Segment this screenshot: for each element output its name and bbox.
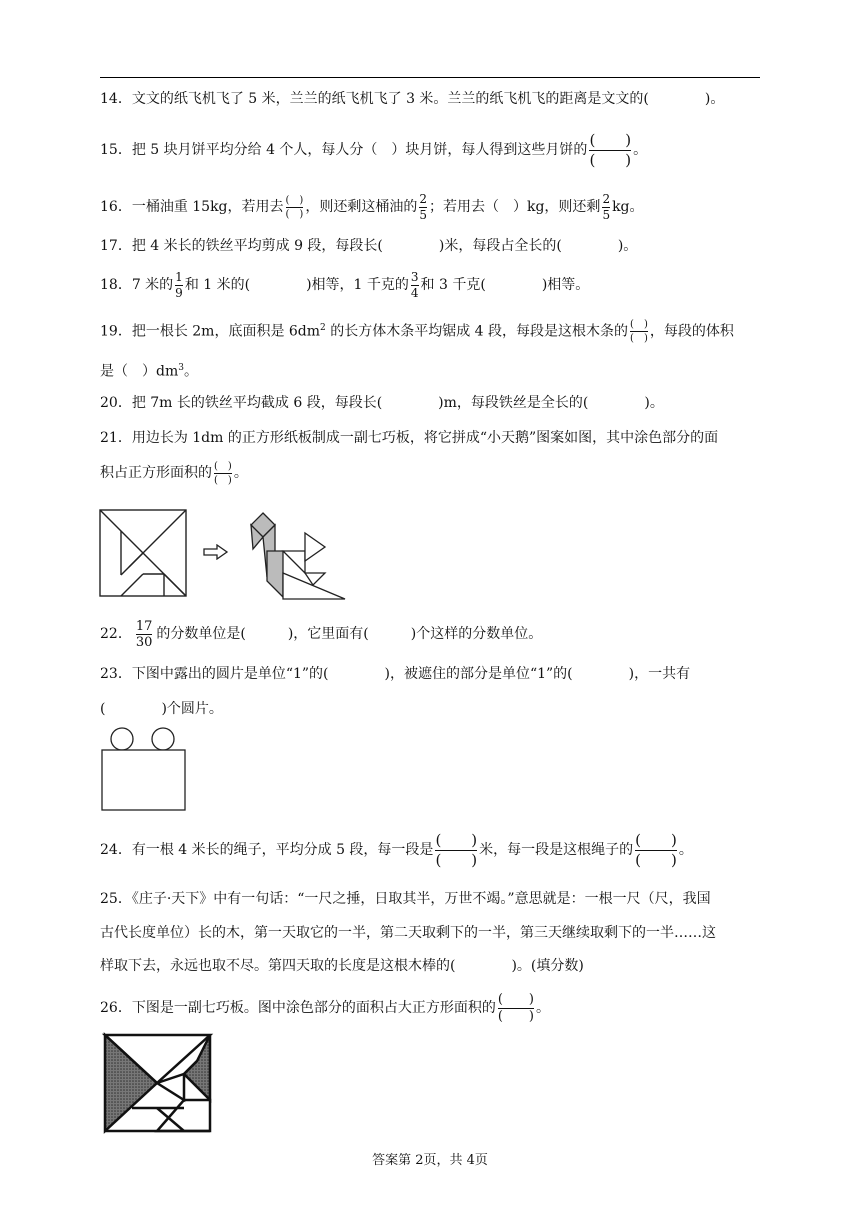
question-19-line2	[100, 358, 198, 382]
question-19	[100, 310, 734, 350]
header-rule	[100, 77, 760, 78]
question-16-text-d: kg。	[612, 199, 644, 215]
question-19-text-c: ，每段的体积	[649, 323, 734, 340]
question-25-line2	[100, 923, 716, 943]
question-16-text-c: ；若用去（ ）kg，则还剩	[428, 199, 601, 215]
arrow-right-icon	[203, 544, 229, 560]
fraction-blank[interactable]: $\frac{( )}{( )}$	[435, 830, 478, 869]
question-23-text: 23．下图中露出的圆片是单位“1”的( )，被遮住的部分是单位“1”的( )，一共有	[100, 666, 691, 682]
question-18-text-c: 和 3 千克( )相等。	[420, 277, 590, 293]
question-24	[100, 828, 693, 872]
question-24-text: 24．有一根 4 米长的绳子，平均分成 5 段，每一段是	[100, 842, 434, 858]
question-21	[100, 428, 718, 448]
fraction-blank[interactable]: $\frac{( )}{( )}$	[635, 830, 677, 869]
fraction: $\frac{17}{30}$	[135, 618, 153, 650]
question-17-text: 17．把 4 米长的铁丝平均剪成 9 段，每段长( )米，每段占全长的( )。	[100, 238, 638, 254]
question-24-end: 。	[678, 842, 693, 858]
fraction-blank[interactable]: $\frac{( )}{( )}$	[214, 460, 232, 486]
question-23-line2	[100, 699, 223, 719]
fraction: $\frac{1}{9}$	[175, 269, 183, 300]
fraction-blank[interactable]: $\frac{( )}{( )}$	[497, 991, 534, 1024]
question-15	[100, 128, 647, 172]
question-20-text: 20．把 7m 长的铁丝平均截成 6 段，每段长( )m，每段铁丝是全长的( )。	[100, 395, 664, 411]
fraction: $\frac{3}{4}$	[410, 269, 419, 300]
question-19-line2-end: 。	[183, 363, 198, 380]
question-21-end: 。	[233, 465, 248, 481]
page-footer: 答案第 2页，共 4页	[372, 1153, 488, 1168]
question-22-label: 22．	[100, 626, 132, 642]
question-23	[100, 664, 690, 684]
fraction: $\frac{2}{5}$	[602, 191, 611, 222]
question-14	[100, 89, 724, 109]
question-25-line2-text: 古代长度单位）长的木，第一天取它的一半，第二天取剩下的一半，第三天继续取剩下的一半……这	[100, 925, 716, 941]
question-21-text: 21．用边长为 1dm 的正方形纸板制成一副七巧板，将它拼成“小天鹅”图案如图，其中涂色部分的面	[100, 430, 719, 446]
fraction-blank[interactable]: $\frac{( )}{( )}$	[630, 319, 648, 345]
question-18-text-b: 和 1 米的( )相等，1 千克的	[184, 277, 409, 293]
question-18-text: 18．7 米的	[100, 277, 174, 293]
question-21-line2-text: 积占正方形面积的	[100, 465, 212, 481]
fraction: $\frac{2}{5}$	[419, 191, 427, 222]
question-15-end: 。	[633, 142, 648, 158]
question-22-text: 的分数单位是( )，它里面有( )个这样的分数单位。	[156, 626, 543, 642]
question-26	[100, 990, 550, 1026]
discs-figure	[100, 726, 188, 812]
question-16-text: 16．一桶油重 15kg，若用去	[100, 199, 284, 215]
question-19-text-b: 的长方体木条平均锯成 4 段，每段是这根木条的	[325, 323, 629, 340]
question-24-text-b: 米，每一段是这根绳子的	[479, 842, 634, 858]
question-25-line3-text: 样取下去，永远也取不尽。第四天取的长度是这根木棒的( )。(填分数)	[100, 958, 584, 974]
superscript: 3	[178, 363, 184, 373]
tangram-square-figure	[99, 509, 189, 599]
tangram-shaded-figure	[102, 1032, 214, 1134]
question-18	[100, 265, 589, 305]
question-16	[100, 186, 644, 228]
question-19-text: 19．把一根长 2m，底面积是 6dm	[100, 323, 321, 340]
superscript: 2	[320, 323, 326, 333]
question-14-text: 14．文文的纸飞机飞了 5 米，兰兰的纸飞机飞了 3 米。兰兰的纸飞机飞的距离是文文的( )。	[100, 91, 725, 107]
question-26-end: 。	[535, 1000, 550, 1016]
question-17	[100, 236, 637, 256]
fraction-blank[interactable]: $\frac{( )}{( )}$	[589, 130, 632, 169]
question-16-text-b: ，则还剩这桶油的	[305, 199, 418, 215]
question-25	[100, 889, 711, 909]
question-25-line3	[100, 956, 584, 976]
question-22	[100, 614, 542, 654]
question-15-text: 15．把 5 块月饼平均分给 4 个人，每人分（ ）块月饼，每人得到这些月饼的	[100, 142, 588, 158]
question-26-text: 26．下图是一副七巧板。图中涂色部分的面积占大正方形面积的	[100, 1000, 496, 1016]
question-20	[100, 393, 664, 413]
question-25-line1: 25．《庄子·天下》中有一句话：“一尺之捶，日取其半，万世不竭。”意思就是：一根一尺（尺，我国	[100, 891, 711, 907]
question-19-line2-text: 是（ ）dm	[100, 363, 179, 380]
fraction-blank[interactable]: $\frac{( )}{( )}$	[285, 194, 304, 220]
swan-tangram-figure	[245, 511, 347, 603]
question-21-line2	[100, 456, 248, 490]
question-23-line2-text: ( )个圆片。	[100, 701, 223, 717]
